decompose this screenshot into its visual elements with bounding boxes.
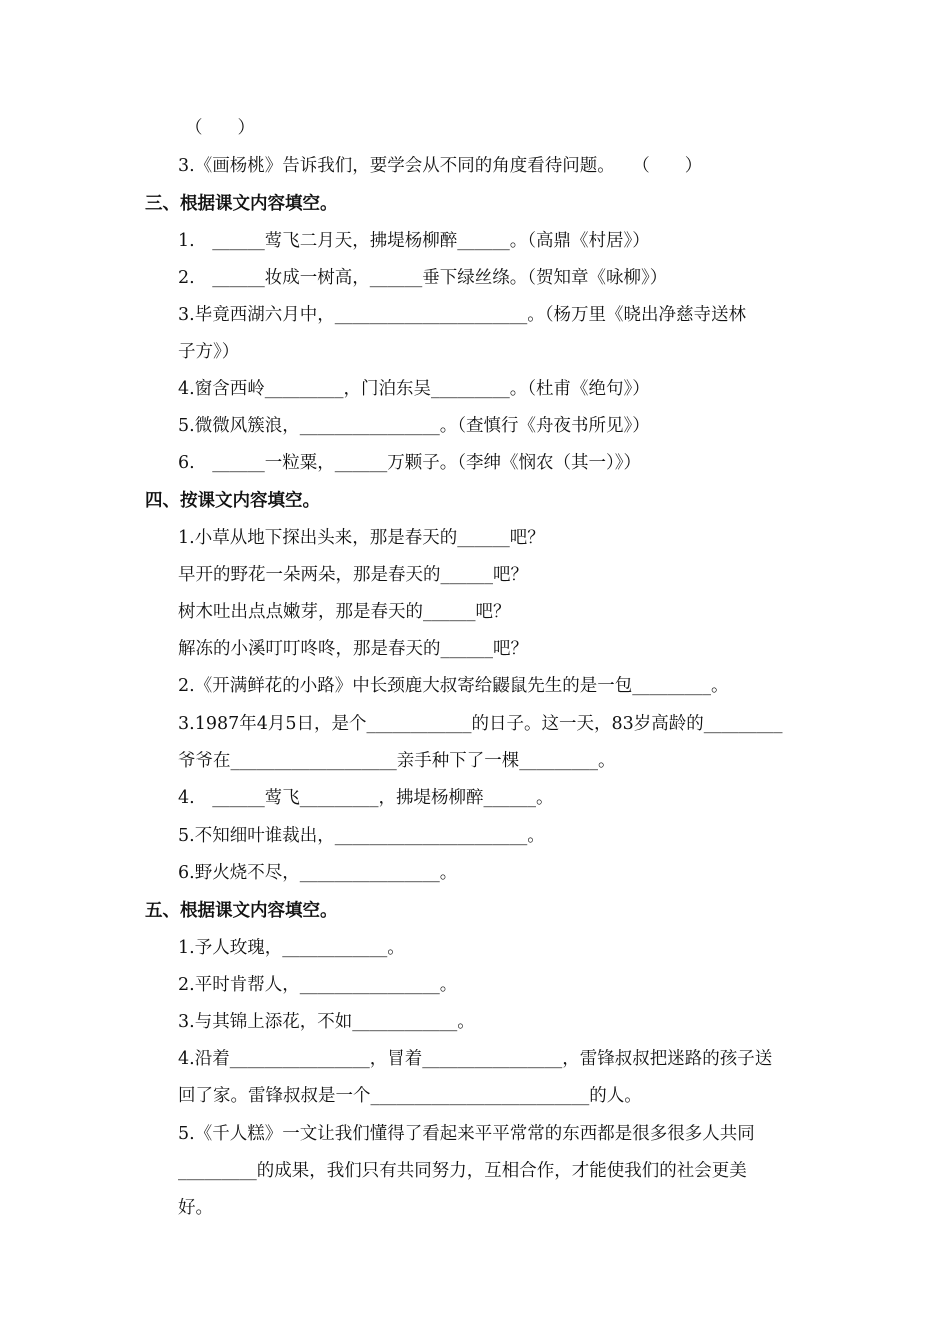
s4-item-1c: 树木吐出点点嫩芽，那是春天的______吧？ bbox=[178, 602, 511, 622]
s3-item-5: 5.微微风簇浪，________________。（查慎行《舟夜书所见》） bbox=[178, 416, 650, 436]
s4-item-1d: 解冻的小溪叮叮咚咚，那是春天的______吧？ bbox=[178, 639, 528, 659]
s4-item-6: 6.野火烧不尽，________________。 bbox=[178, 863, 458, 883]
s3-item-4: 4.窗含西岭_________，门泊东吴_________。（杜甫《绝句》） bbox=[178, 379, 650, 399]
s4-item-2: 2.《开满鲜花的小路》中长颈鹿大叔寄给鼹鼠先生的是一包_________。 bbox=[178, 676, 729, 696]
s4-item-1b: 早开的野花一朵两朵，那是春天的______吧？ bbox=[178, 565, 528, 585]
s4-item-3-cont: 爷爷在___________________亲手种下了一棵_________。 bbox=[178, 751, 616, 771]
s3-item-3: 3.毕竟西湖六月中，______________________。（杨万里《晓出净慈寺送林 bbox=[178, 305, 746, 325]
s5-item-2: 2.平时肯帮人，________________。 bbox=[178, 975, 458, 995]
section-4-heading: 四、按课文内容填空。 bbox=[145, 491, 320, 511]
s3-item-3-cont: 子方》） bbox=[178, 342, 240, 362]
s4-item-3: 3.1987年4月5日，是个____________的日子。这一天，83岁高龄的_________ bbox=[178, 714, 783, 734]
s4-item-1a: 1.小草从地下探出头来，那是春天的______吧？ bbox=[178, 528, 545, 548]
s4-item-4: 4. ______莺飞_________，拂堤杨柳醉______。 bbox=[178, 788, 554, 808]
s3-item-2: 2. ______妆成一树高，______垂下绿丝绦。（贺知章《咏柳》） bbox=[178, 268, 668, 288]
s3-item-6: 6. ______一粒粟，______万颗子。（李绅《悯农（其一）》） bbox=[178, 453, 641, 473]
s5-item-4: 4.沿着________________，冒着________________，雷锋叔叔把迷路的孩子送 bbox=[178, 1049, 773, 1069]
answer-bracket: （ ） bbox=[185, 118, 255, 138]
s3-item-1: 1. ______莺飞二月天，拂堤杨柳醉______。（高鼎《村居》） bbox=[178, 231, 650, 251]
s5-item-5: 5.《千人糕》一文让我们懂得了看起来平平常常的东西都是很多很多人共同 bbox=[178, 1124, 755, 1144]
s5-item-3: 3.与其锦上添花，不如____________。 bbox=[178, 1012, 475, 1032]
s5-item-1: 1.予人玫瑰，____________。 bbox=[178, 938, 405, 958]
section-3-heading: 三、根据课文内容填空。 bbox=[145, 194, 338, 214]
section-5-heading: 五、根据课文内容填空。 bbox=[145, 901, 338, 921]
s5-item-5-end: 好。 bbox=[178, 1198, 213, 1218]
s5-item-4-cont: 回了家。雷锋叔叔是一个_________________________的人。 bbox=[178, 1086, 642, 1106]
judgment-item-3: 3.《画杨桃》告诉我们，要学会从不同的角度看待问题。 （ ） bbox=[178, 156, 703, 176]
s4-item-5: 5.不知细叶谁裁出，______________________。 bbox=[178, 826, 545, 846]
s5-item-5-cont: _________的成果，我们只有共同努力，互相合作，才能使我们的社会更美 bbox=[178, 1161, 747, 1181]
